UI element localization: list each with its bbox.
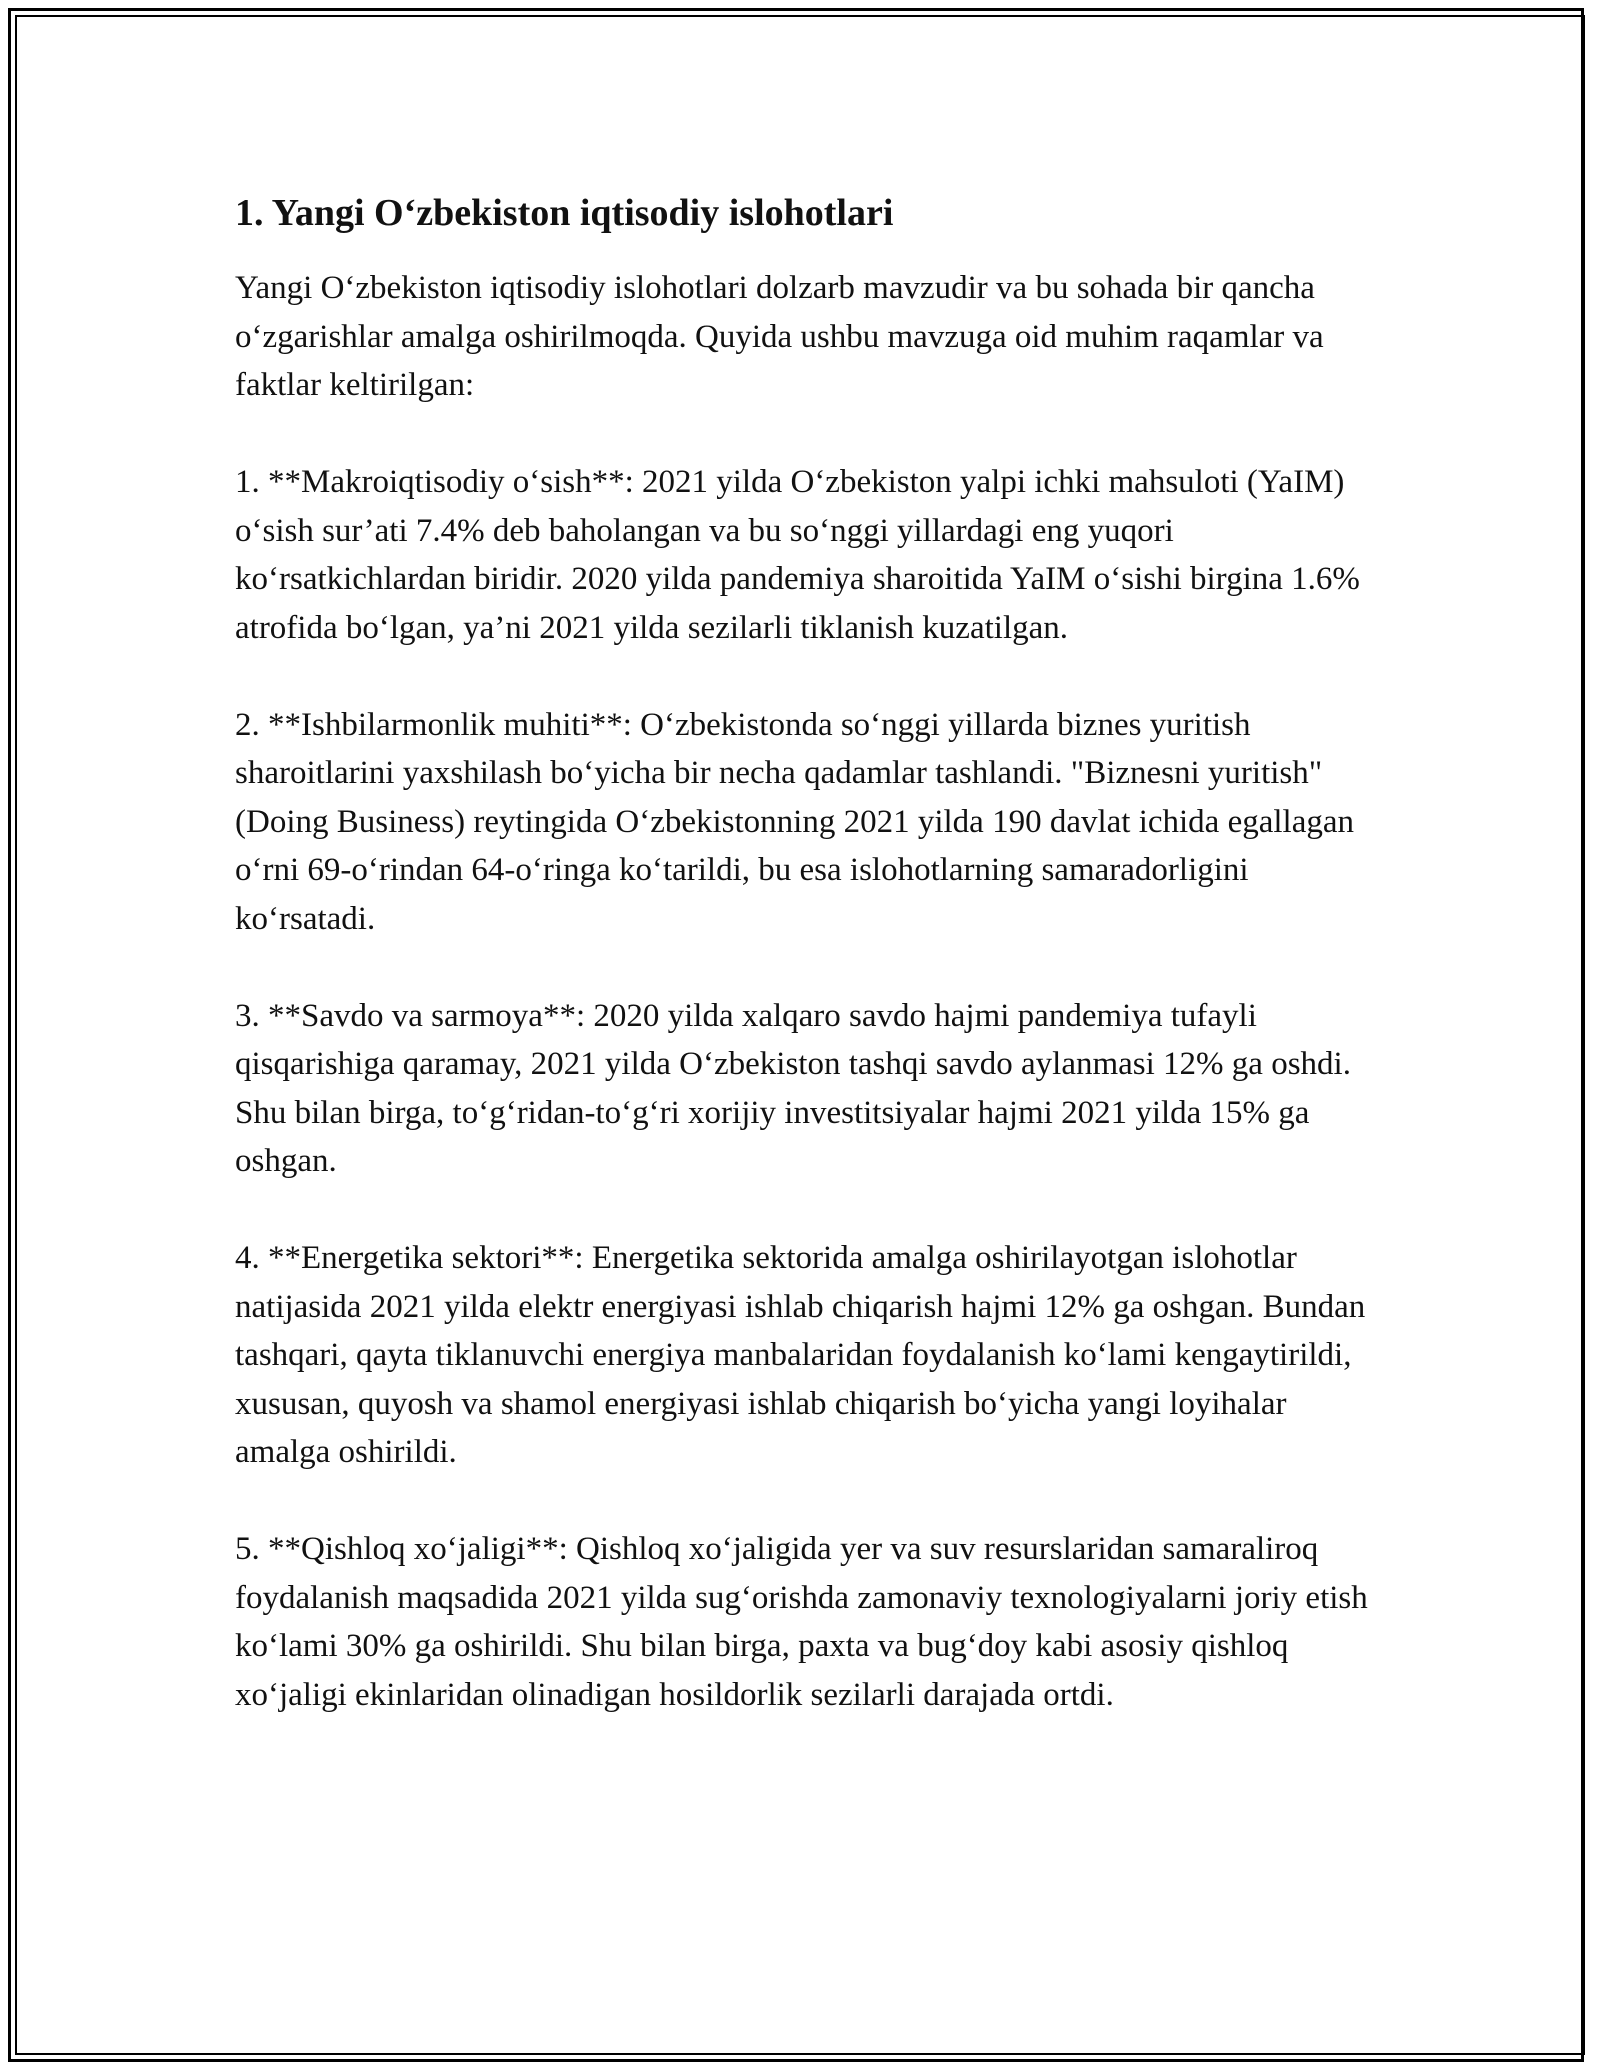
list-item-energy-sector: 4. **Energetika sektori**: Energetika sektorida amalga oshirilayotgan islohotlar natijasida 2021 yilda elektr energiyasi ishlab chiqarish hajmi 12% ga oshgan. Bundan tashqari, qayta tiklanuvchi energiya manbalaridan foydalanish ko‘lami kengaytirildi, xususan, quyosh va shamol energiyasi ishlab chiqarish bo‘yicha yangi loyihalar amalga oshirildi. — [235, 1240, 1366, 1470]
document-title: 1. Yangi O‘zbekiston iqtisodiy islohotlari — [235, 192, 894, 234]
list-item-trade-and-investment: 3. **Savdo va sarmoya**: 2020 yilda xalqaro savdo hajmi pandemiya tufayli qisqarishiga qaramay, 2021 yilda O‘zbekiston tashqi savdo aylanmasi 12% ga oshdi. Shu bilan birga, to‘g‘ridan-to‘g‘ri xorijiy investitsiyalar hajmi 2021 yilda 15% ga oshgan. — [235, 997, 1351, 1179]
intro-paragraph: Yangi O‘zbekiston iqtisodiy islohotlari dolzarb mavzudir va bu sohada bir qancha o‘zgarishlar amalga oshirilmoqda. Quyida ushbu mavzuga oid muhim raqamlar va faktlar keltirilgan: — [235, 270, 1324, 403]
document-body — [235, 188, 1375, 1768]
list-item-business-environment: 2. **Ishbilarmonlik muhiti**: O‘zbekistonda so‘nggi yillarda biznes yuritish sharoitlarini yaxshilash bo‘yicha bir necha qadamlar tashlandi. "Biznesni yuritish" (Doing Business) reytingida O‘zbekistonning 2021 yilda 190 davlat ichida egallagan o‘rni 69-o‘rindan 64-o‘ringa ko‘tarildi, bu esa islohotlarning samaradorligini ko‘rsatadi. — [235, 706, 1355, 937]
list-item-macroeconomic-growth: 1. **Makroiqtisodiy o‘sish**: 2021 yilda O‘zbekiston yalpi ichki mahsuloti (YaIM) o‘sish sur’ati 7.4% deb baholangan va bu so‘nggi yillardagi eng yuqori ko‘rsatkichlardan biridir. 2020 yilda pandemiya sharoitida YaIM o‘sishi birgina 1.6% atrofida bo‘lgan, ya’ni 2021 yilda sezilarli tiklanish kuzatilgan. — [235, 464, 1360, 646]
list-item-agriculture: 5. **Qishloq xo‘jaligi**: Qishloq xo‘jaligida yer va suv resurslaridan samaraliroq foydalanish maqsadida 2021 yilda sug‘orishda zamonaviy texnologiyalarni joriy etish ko‘lami 30% ga oshirildi. Shu bilan birga, paxta va bug‘doy kabi asosiy qishloq xo‘jaligi ekinlaridan olinadigan hosildorlik sezilarli darajada ortdi. — [235, 1531, 1368, 1713]
